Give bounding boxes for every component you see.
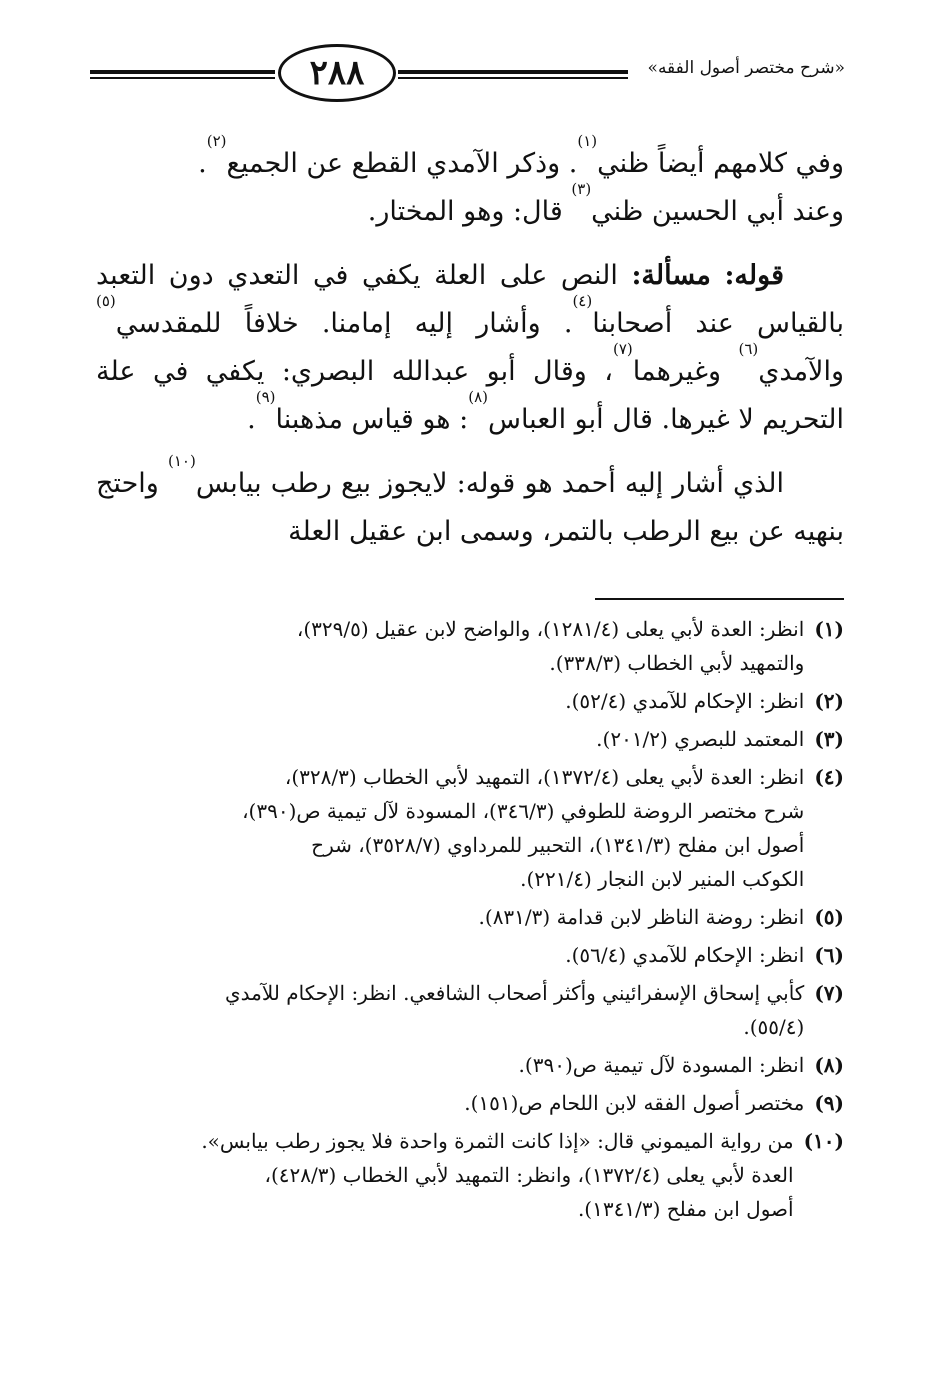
text-run: . xyxy=(198,148,207,179)
footnote-number: (٨) xyxy=(814,1053,844,1077)
header-rule-right xyxy=(398,70,628,84)
footnote-line: كأبي إسحاق الإسفرائيني وأكثر أصحاب الشافعي. انظر: الإحكام للآمدي xyxy=(224,981,805,1005)
keyword-qawluh: قوله: xyxy=(724,260,784,291)
footnote-line: انظر: الإحكام للآمدي (٥٦/٤). xyxy=(565,943,805,967)
footnote-item xyxy=(96,1124,844,1226)
paragraph-2 xyxy=(96,252,844,444)
footnote-line: (٥٥/٤). xyxy=(743,1015,805,1039)
footnote-line: والتمهيد لأبي الخطاب (٣٣٨/٣). xyxy=(549,651,805,675)
footnote-ref[interactable]: (٧) xyxy=(613,340,633,358)
footnote-line: أصول ابن مفلح (١٣٤١/٣). xyxy=(577,1197,794,1221)
footnote-number: (٧) xyxy=(814,981,844,1005)
footnote-item xyxy=(96,684,844,718)
footnote-line: أصول ابن مفلح (١٣٤١/٣)، التحبير للمرداوي (٣٥٢٨/٧)، شرح xyxy=(311,833,805,857)
page-number: ٢٨٨ xyxy=(278,44,396,102)
footnote-item xyxy=(96,900,844,934)
footnote-line: من رواية الميموني قال: «إذا كانت الثمرة واحدة فلا يجوز رطب بيابس». xyxy=(201,1129,794,1153)
footnote-item xyxy=(96,976,844,1044)
paragraph-1 xyxy=(96,132,844,236)
book-title: «شرح مختصر أصول الفقه» xyxy=(647,58,845,78)
text-run: : هو قياس مذهبنا xyxy=(275,404,469,435)
footnote-line: انظر: العدة لأبي يعلى (١٢٨١/٤)، والواضح لابن عقيل (٣٢٩/٥)، xyxy=(296,617,805,641)
keyword-masala: مسألة: xyxy=(631,260,711,291)
footnote-number: (١٠) xyxy=(803,1129,844,1153)
footnote-ref[interactable]: (٢) xyxy=(206,132,227,150)
footnote-ref[interactable]: (٤) xyxy=(572,292,593,310)
footnote-ref[interactable]: (٣) xyxy=(571,180,592,198)
footnote-item xyxy=(96,612,844,680)
footnote-line: انظر: العدة لأبي يعلى (١٣٧٢/٤)، التمهيد لأبي الخطاب (٣٢٨/٣)، xyxy=(284,765,805,789)
main-text xyxy=(96,132,844,572)
text-run: قال: وهو المختار. xyxy=(367,196,572,227)
footnote-line: المعتمد للبصري (٢٠١/٢). xyxy=(596,727,805,751)
footnote-ref[interactable]: (١) xyxy=(577,132,598,150)
footnote-line: شرح مختصر الروضة للطوفي (٣٤٦/٣)، المسودة لآل تيمية ص(٣٩٠)، xyxy=(242,799,805,823)
text-run: . xyxy=(247,404,256,435)
footnote-ref[interactable]: (٨) xyxy=(468,388,488,406)
footnote-line: انظر: روضة الناظر لابن قدامة (٨٣١/٣). xyxy=(478,905,805,929)
footnote-ref[interactable]: (١٠) xyxy=(167,452,196,470)
footnote-line: انظر: الإحكام للآمدي (٥٢/٤). xyxy=(565,689,805,713)
footnote-number: (١) xyxy=(814,617,844,641)
footnote-line: مختصر أصول الفقه لابن اللحام ص(١٥١). xyxy=(464,1091,805,1115)
footnote-item xyxy=(96,1086,844,1120)
footnote-number: (٦) xyxy=(814,943,844,967)
footnote-ref[interactable]: (٦) xyxy=(738,340,759,358)
header-rule-left xyxy=(90,70,275,84)
footnote-number: (٩) xyxy=(814,1091,844,1115)
footnote-item xyxy=(96,938,844,972)
text-run: واحتج بنهيه عن بيع الرطب بالتمر، وسمى ابن عقيل العلة xyxy=(96,468,844,547)
paragraph-3 xyxy=(96,452,844,556)
footnote-ref[interactable]: (٩) xyxy=(255,388,276,406)
text-run: . وأشار إليه إمامنا. خلافاً للمقدسي xyxy=(115,308,573,339)
text-run: النص على العلة يكفي في التعدي دون التعبد بالقياس عند أصحابنا xyxy=(96,260,844,339)
footnotes xyxy=(96,612,844,1230)
footnote-number: (٥) xyxy=(814,905,844,929)
footnote-line: انظر: المسودة لآل تيمية ص(٣٩٠). xyxy=(518,1053,805,1077)
footnote-item xyxy=(96,722,844,756)
footnote-number: (٤) xyxy=(814,765,844,789)
footnote-line: الكوكب المنير لابن النجار (٢٢١/٤). xyxy=(520,867,805,891)
text-run: الذي أشار إليه أحمد هو قوله: لايجوز بيع رطب بيابس xyxy=(195,468,785,499)
text-run: وفي كلامهم أيضاً ظني xyxy=(597,148,844,179)
text-run: ، وقال أبو عبدالله البصري: يكفي في علة التحريم لا غيرها. قال أبو العباس xyxy=(96,356,844,435)
footnote-number: (٣) xyxy=(814,727,844,751)
footnote-ref[interactable]: (٥) xyxy=(96,292,116,310)
page-header xyxy=(90,40,845,110)
text-run: . وذكر الآمدي القطع عن الجميع xyxy=(226,148,578,179)
footnote-item xyxy=(96,1048,844,1082)
text-run: والآمدي xyxy=(758,356,844,387)
footnote-number: (٢) xyxy=(814,689,844,713)
text-run: وغيرهما xyxy=(632,356,739,387)
footnote-line: العدة لأبي يعلى (١٣٧٢/٤)، وانظر: التمهيد لأبي الخطاب (٤٢٨/٣)، xyxy=(264,1163,794,1187)
footnote-divider xyxy=(595,598,844,600)
footnote-item xyxy=(96,760,844,896)
text-run: وعند أبي الحسين ظني xyxy=(591,196,844,227)
